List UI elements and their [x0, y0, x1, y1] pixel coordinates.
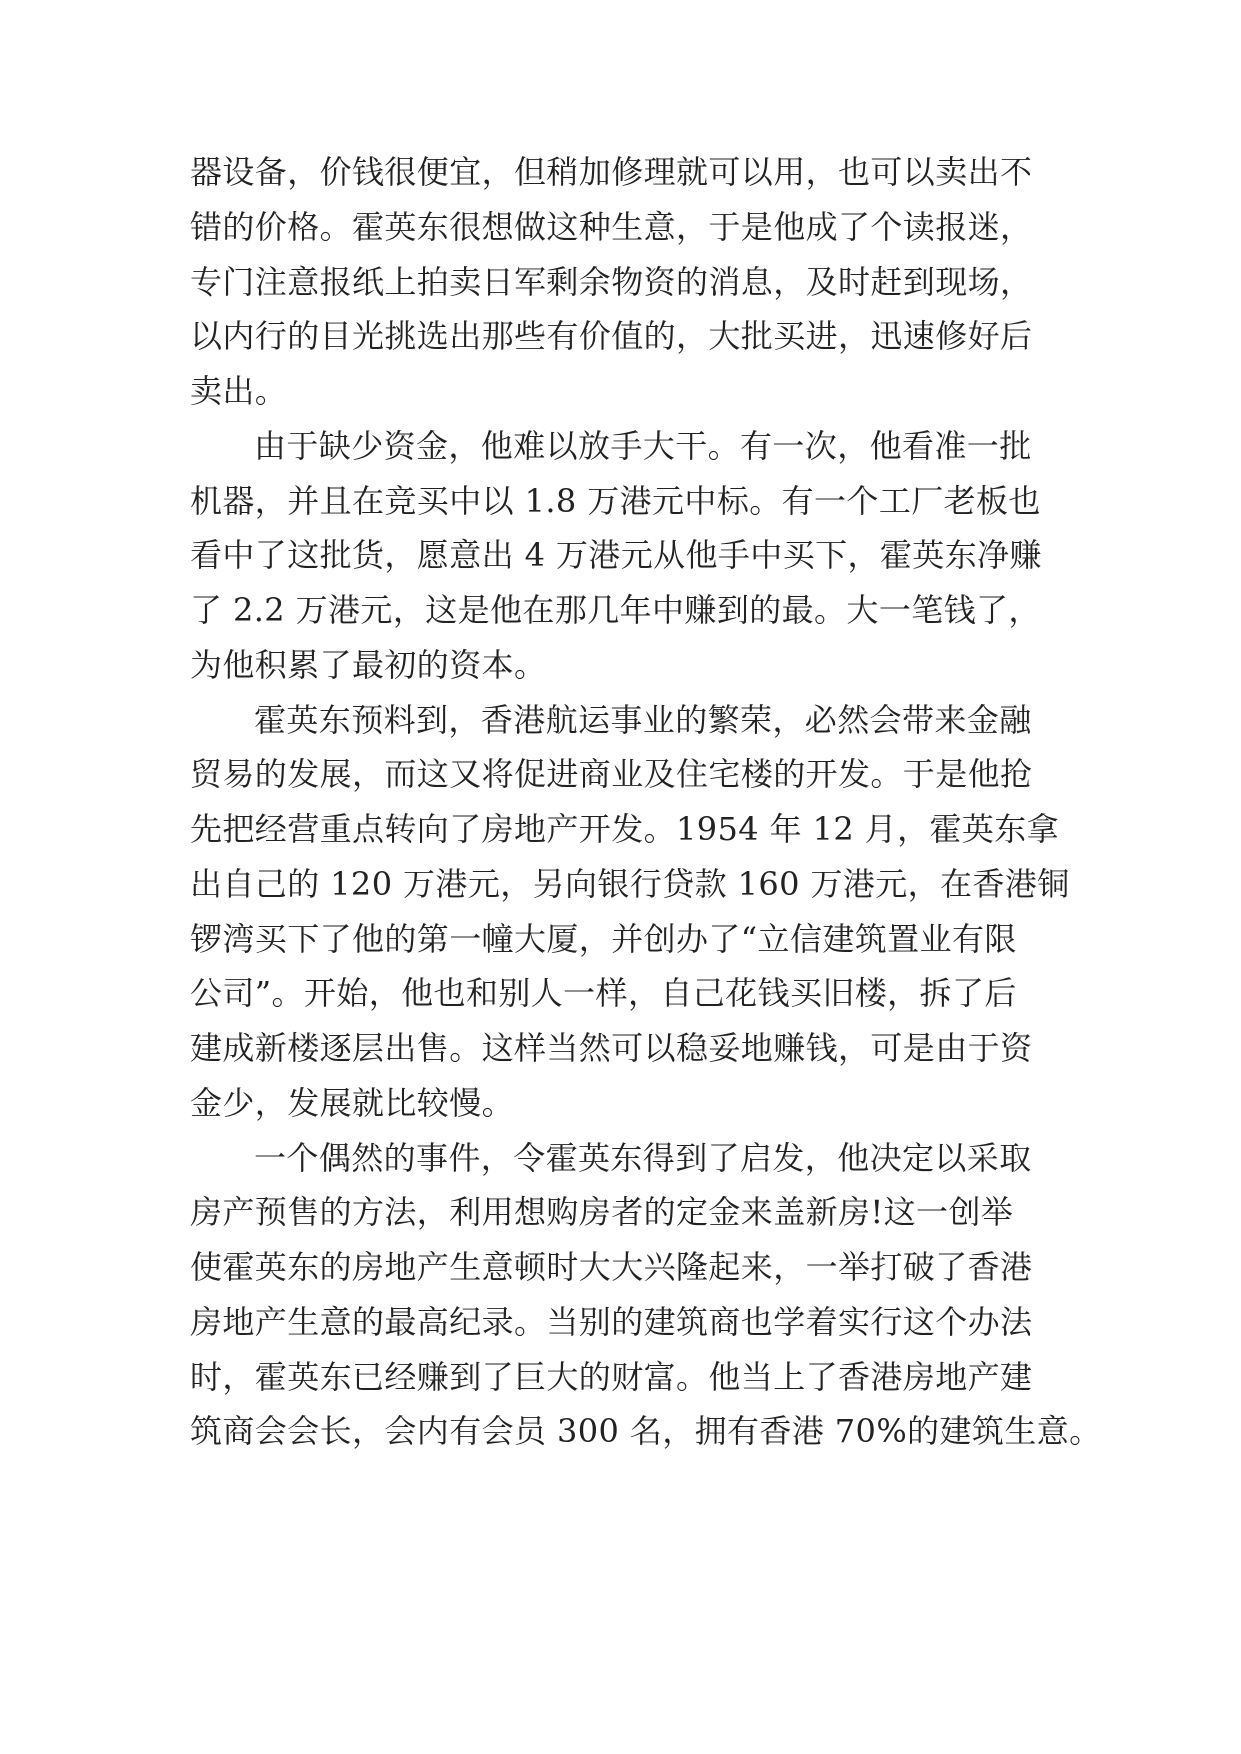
- text-line: 金少，发展就比较慢。: [190, 1084, 515, 1122]
- text-line: 先把经营重点转向了房地产开发。1954 年 12 月，霍英东拿: [190, 810, 1060, 848]
- text-line: 锣湾买下了他的第一幢大厦，并创办了“立信建筑置业有限: [190, 920, 1017, 958]
- text-line: 错的价格。霍英东很想做这种生意，于是他成了个读报迷，: [190, 208, 1033, 246]
- text-line: 使霍英东的房地产生意顿时大大兴隆起来，一举打破了香港: [190, 1248, 1033, 1286]
- text-line: 霍英东预料到，香港航运事业的繁荣，必然会带来金融: [254, 701, 1032, 739]
- text-line: 公司”。开始，他也和别人一样，自己花钱买旧楼，拆了后: [190, 974, 1017, 1012]
- text-line: 建成新楼逐层出售。这样当然可以稳妥地赚钱，可是由于资: [190, 1029, 1033, 1067]
- text-line: 由于缺少资金，他难以放手大干。有一次，他看准一批: [254, 427, 1032, 465]
- text-line: 贸易的发展，而这又将促进商业及住宅楼的开发。于是他抢: [190, 755, 1033, 793]
- text-line: 机器，并且在竞买中以 1.8 万港元中标。有一个工厂老板也: [190, 482, 1041, 520]
- text-line: 出自己的 120 万港元，另向银行贷款 160 万港元，在香港铜: [190, 865, 1070, 903]
- text-line: 看中了这批货，愿意出 4 万港元从他手中买下，霍英东净赚: [190, 536, 1042, 574]
- text-line: 器设备，价钱很便宜，但稍加修理就可以用，也可以卖出不: [190, 153, 1033, 191]
- text-line: 时，霍英东已经赚到了巨大的财富。他当上了香港房地产建: [190, 1358, 1033, 1396]
- text-line: 专门注意报纸上拍卖日军剩余物资的消息，及时赶到现场，: [190, 263, 1033, 301]
- text-line: 房产预售的方法，利用想购房者的定金来盖新房!这一创举: [190, 1193, 1014, 1231]
- text-line: 一个偶然的事件，令霍英东得到了启发，他决定以采取: [254, 1139, 1032, 1177]
- text-line: 以内行的目光挑选出那些有价值的，大批买进，迅速修好后: [190, 317, 1033, 355]
- text-line: 为他积累了最初的资本。: [190, 646, 547, 684]
- text-line: 筑商会会长，会内有会员 300 名，拥有香港 70%的建筑生意。: [190, 1412, 1102, 1450]
- text-line: 房地产生意的最高纪录。当别的建筑商也学着实行这个办法: [190, 1303, 1033, 1341]
- text-line: 了 2.2 万港元，这是他在那几年中赚到的最。大一笔钱了，: [190, 591, 1041, 629]
- text-line: 卖出。: [190, 372, 288, 410]
